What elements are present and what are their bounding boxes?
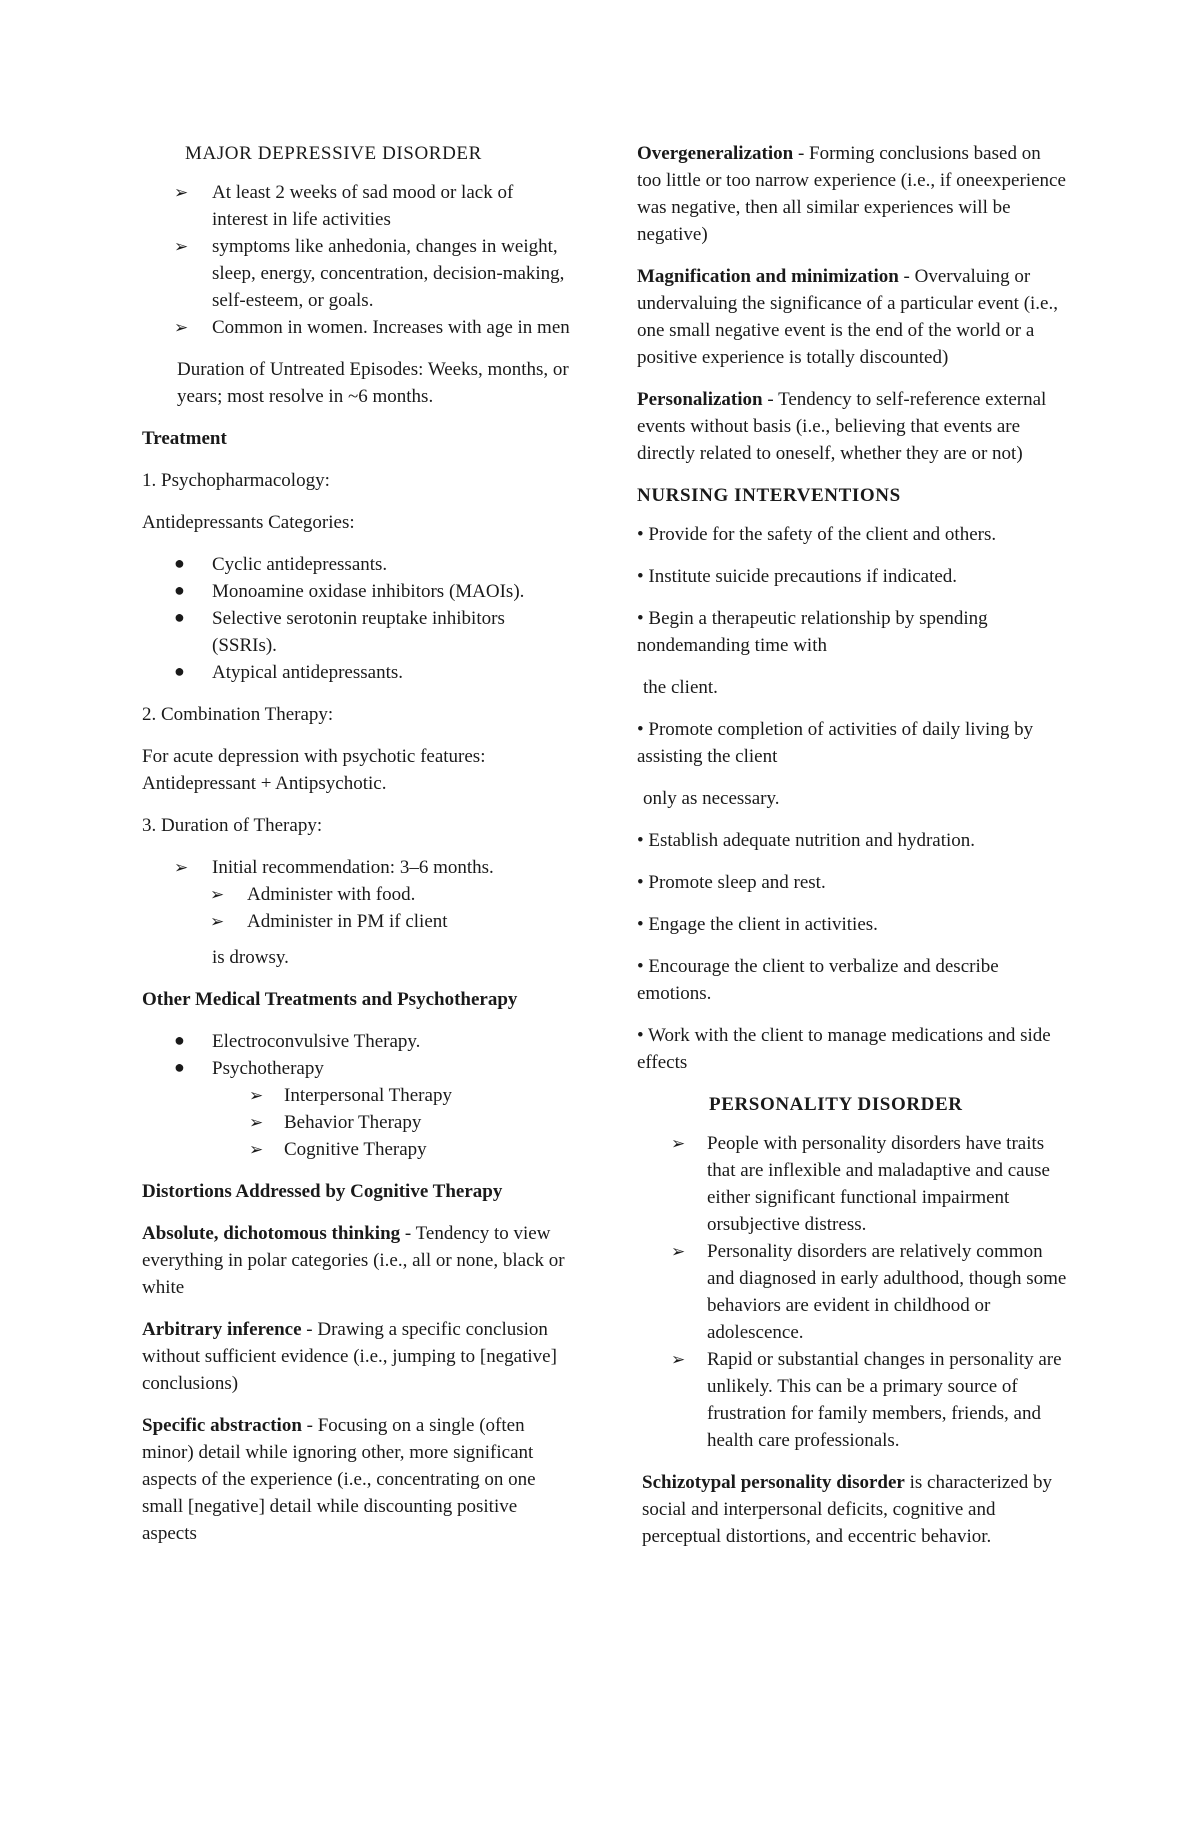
antidepressant-list xyxy=(142,551,572,686)
nursing-item-continued: the client. xyxy=(643,677,718,698)
list-item: ➢ Common in women. Increases with age in men xyxy=(142,314,572,341)
personality-disorder-title: PERSONALITY DISORDER xyxy=(709,1094,963,1115)
duration-therapy-label: 3. Duration of Therapy: xyxy=(142,815,323,836)
schizotypal-term: Schizotypal personality disorder xyxy=(642,1472,905,1493)
treatment-heading: Treatment xyxy=(142,428,227,449)
list-item: ● Cyclic antidepressants. xyxy=(142,551,572,578)
duration-list xyxy=(142,854,572,881)
distortion-item: Overgeneralization - Forming conclusions based on too little or too narrow experience (i.e., if oneexperience was negative, then all similar experiences will be negative) xyxy=(637,143,1066,245)
list-item: ➢ Interpersonal Therapy xyxy=(142,1082,572,1109)
administer-list xyxy=(142,881,572,935)
arrow-bullet-icon: ➢ xyxy=(249,1113,264,1132)
list-item: ● Selective serotonin reuptake inhibitors (SSRIs). xyxy=(142,605,572,659)
dot-bullet-icon: ● xyxy=(174,553,185,573)
nursing-item: • Begin a therapeutic relationship by spending nondemanding time with xyxy=(637,608,988,656)
dot-bullet-icon: ● xyxy=(174,1030,185,1050)
arrow-bullet-icon: ➢ xyxy=(174,183,189,202)
distortions-heading: Distortions Addressed by Cognitive Therapy xyxy=(142,1181,503,1202)
arrow-bullet-icon: ➢ xyxy=(671,1350,686,1369)
arrow-bullet-icon: ➢ xyxy=(249,1086,264,1105)
combination-therapy-desc: For acute depression with psychotic features: Antidepressant + Antipsychotic. xyxy=(142,746,486,794)
distortion-term: Specific abstraction xyxy=(142,1415,302,1436)
list-item: ➢ Personality disorders are relatively common and diagnosed in early adulthood, though some behaviors are evident in childhood or adolescence. xyxy=(637,1238,1067,1346)
list-item: ● Monoamine oxidase inhibitors (MAOIs). xyxy=(142,578,572,605)
antidepressant-categories-label: Antidepressants Categories: xyxy=(142,512,355,533)
distortion-item: Arbitrary inference - Drawing a specific conclusion without sufficient evidence (i.e., jumping to [negative] conclusions) xyxy=(142,1319,557,1394)
list-item: ➢ Initial recommendation: 3–6 months. xyxy=(142,854,572,881)
nursing-item: • Promote completion of activities of daily living by assisting the client xyxy=(637,719,1034,767)
nursing-item: • Encourage the client to verbalize and describe emotions. xyxy=(637,956,999,1004)
arrow-bullet-icon: ➢ xyxy=(210,885,225,904)
distortion-term: Magnification and minimization xyxy=(637,266,899,287)
nursing-item: • Provide for the safety of the client and others. xyxy=(637,524,997,545)
distortion-item: Absolute, dichotomous thinking - Tendency to view everything in polar categories (i.e., all or none, black or white xyxy=(142,1223,565,1298)
right-column xyxy=(637,140,1067,1565)
psychopharmacology-label: 1. Psychopharmacology: xyxy=(142,470,330,491)
list-item: ● Psychotherapy xyxy=(142,1055,572,1082)
distortion-item: Specific abstraction - Focusing on a single (often minor) detail while ignoring other, more significant aspects of the experience (i.e., concentrating on one small [negative] detail while discounting positive aspects xyxy=(142,1415,536,1544)
nursing-item: • Engage the client in activities. xyxy=(637,914,878,935)
arrow-bullet-icon: ➢ xyxy=(210,912,225,931)
combination-therapy-label: 2. Combination Therapy: xyxy=(142,704,334,725)
list-item: ➢ Administer in PM if client xyxy=(142,908,572,935)
nursing-item-continued: only as necessary. xyxy=(643,788,780,809)
nursing-item: • Establish adequate nutrition and hydration. xyxy=(637,830,976,851)
list-item: ➢ Behavior Therapy xyxy=(142,1109,572,1136)
personality-disorder-list xyxy=(637,1130,1067,1454)
nursing-interventions-heading: NURSING INTERVENTIONS xyxy=(637,485,901,506)
dot-bullet-icon: ● xyxy=(174,1057,185,1077)
arrow-bullet-icon: ➢ xyxy=(174,318,189,337)
dot-bullet-icon: ● xyxy=(174,607,185,627)
arrow-bullet-icon: ➢ xyxy=(671,1242,686,1261)
list-item: ➢ At least 2 weeks of sad mood or lack of interest in life activities xyxy=(142,179,572,233)
list-item: ➢ Cognitive Therapy xyxy=(142,1136,572,1163)
psychotherapy-list xyxy=(142,1082,572,1163)
distortion-term: Personalization xyxy=(637,389,763,410)
list-item: ➢ symptoms like anhedonia, changes in weight, sleep, energy, concentration, decision-making, self-esteem, or goals. xyxy=(142,233,572,314)
other-treatments-list xyxy=(142,1028,572,1082)
drowsy-text: is drowsy. xyxy=(212,947,289,968)
list-item: ➢ People with personality disorders have traits that are inflexible and maladaptive and cause either significant functional impairment orsubjective distress. xyxy=(637,1130,1067,1238)
nursing-item: • Promote sleep and rest. xyxy=(637,872,826,893)
other-treatments-heading: Other Medical Treatments and Psychotherapy xyxy=(142,989,518,1010)
distortion-item: Personalization - Tendency to self-reference external events without basis (i.e., believing that events are directly related to oneself, whether they are or not) xyxy=(637,389,1047,464)
list-item: ➢ Rapid or substantial changes in personality are unlikely. This can be a primary source of frustration for family members, friends, and health care professionals. xyxy=(637,1346,1067,1454)
mdd-title: MAJOR DEPRESSIVE DISORDER xyxy=(185,143,482,164)
distortion-term: Arbitrary inference xyxy=(142,1319,302,1340)
mdd-points-list xyxy=(142,179,572,341)
distortion-term: Absolute, dichotomous thinking xyxy=(142,1223,401,1244)
arrow-bullet-icon: ➢ xyxy=(174,237,189,256)
distortion-item: Magnification and minimization - Overvaluing or undervaluing the significance of a particular event (i.e., one small negative event is the end of the world or a positive experience is totally discounted) xyxy=(637,266,1058,368)
arrow-bullet-icon: ➢ xyxy=(249,1140,264,1159)
nursing-item: • Work with the client to manage medications and side effects xyxy=(637,1025,1051,1073)
distortion-term: Overgeneralization xyxy=(637,143,794,164)
duration-untreated: Duration of Untreated Episodes: Weeks, months, or years; most resolve in ~6 months. xyxy=(177,359,569,407)
dot-bullet-icon: ● xyxy=(174,580,185,600)
arrow-bullet-icon: ➢ xyxy=(671,1134,686,1153)
nursing-item: • Institute suicide precautions if indicated. xyxy=(637,566,958,587)
schizotypal-paragraph: Schizotypal personality disorder is characterized by social and interpersonal deficits, cognitive and perceptual distortions, and eccentric behavior. xyxy=(642,1472,1053,1547)
dot-bullet-icon: ● xyxy=(174,661,185,681)
left-column xyxy=(142,140,572,1562)
arrow-bullet-icon: ➢ xyxy=(174,858,189,877)
list-item: ● Atypical antidepressants. xyxy=(142,659,572,686)
list-item: ● Electroconvulsive Therapy. xyxy=(142,1028,572,1055)
list-item: ➢ Administer with food. xyxy=(142,881,572,908)
